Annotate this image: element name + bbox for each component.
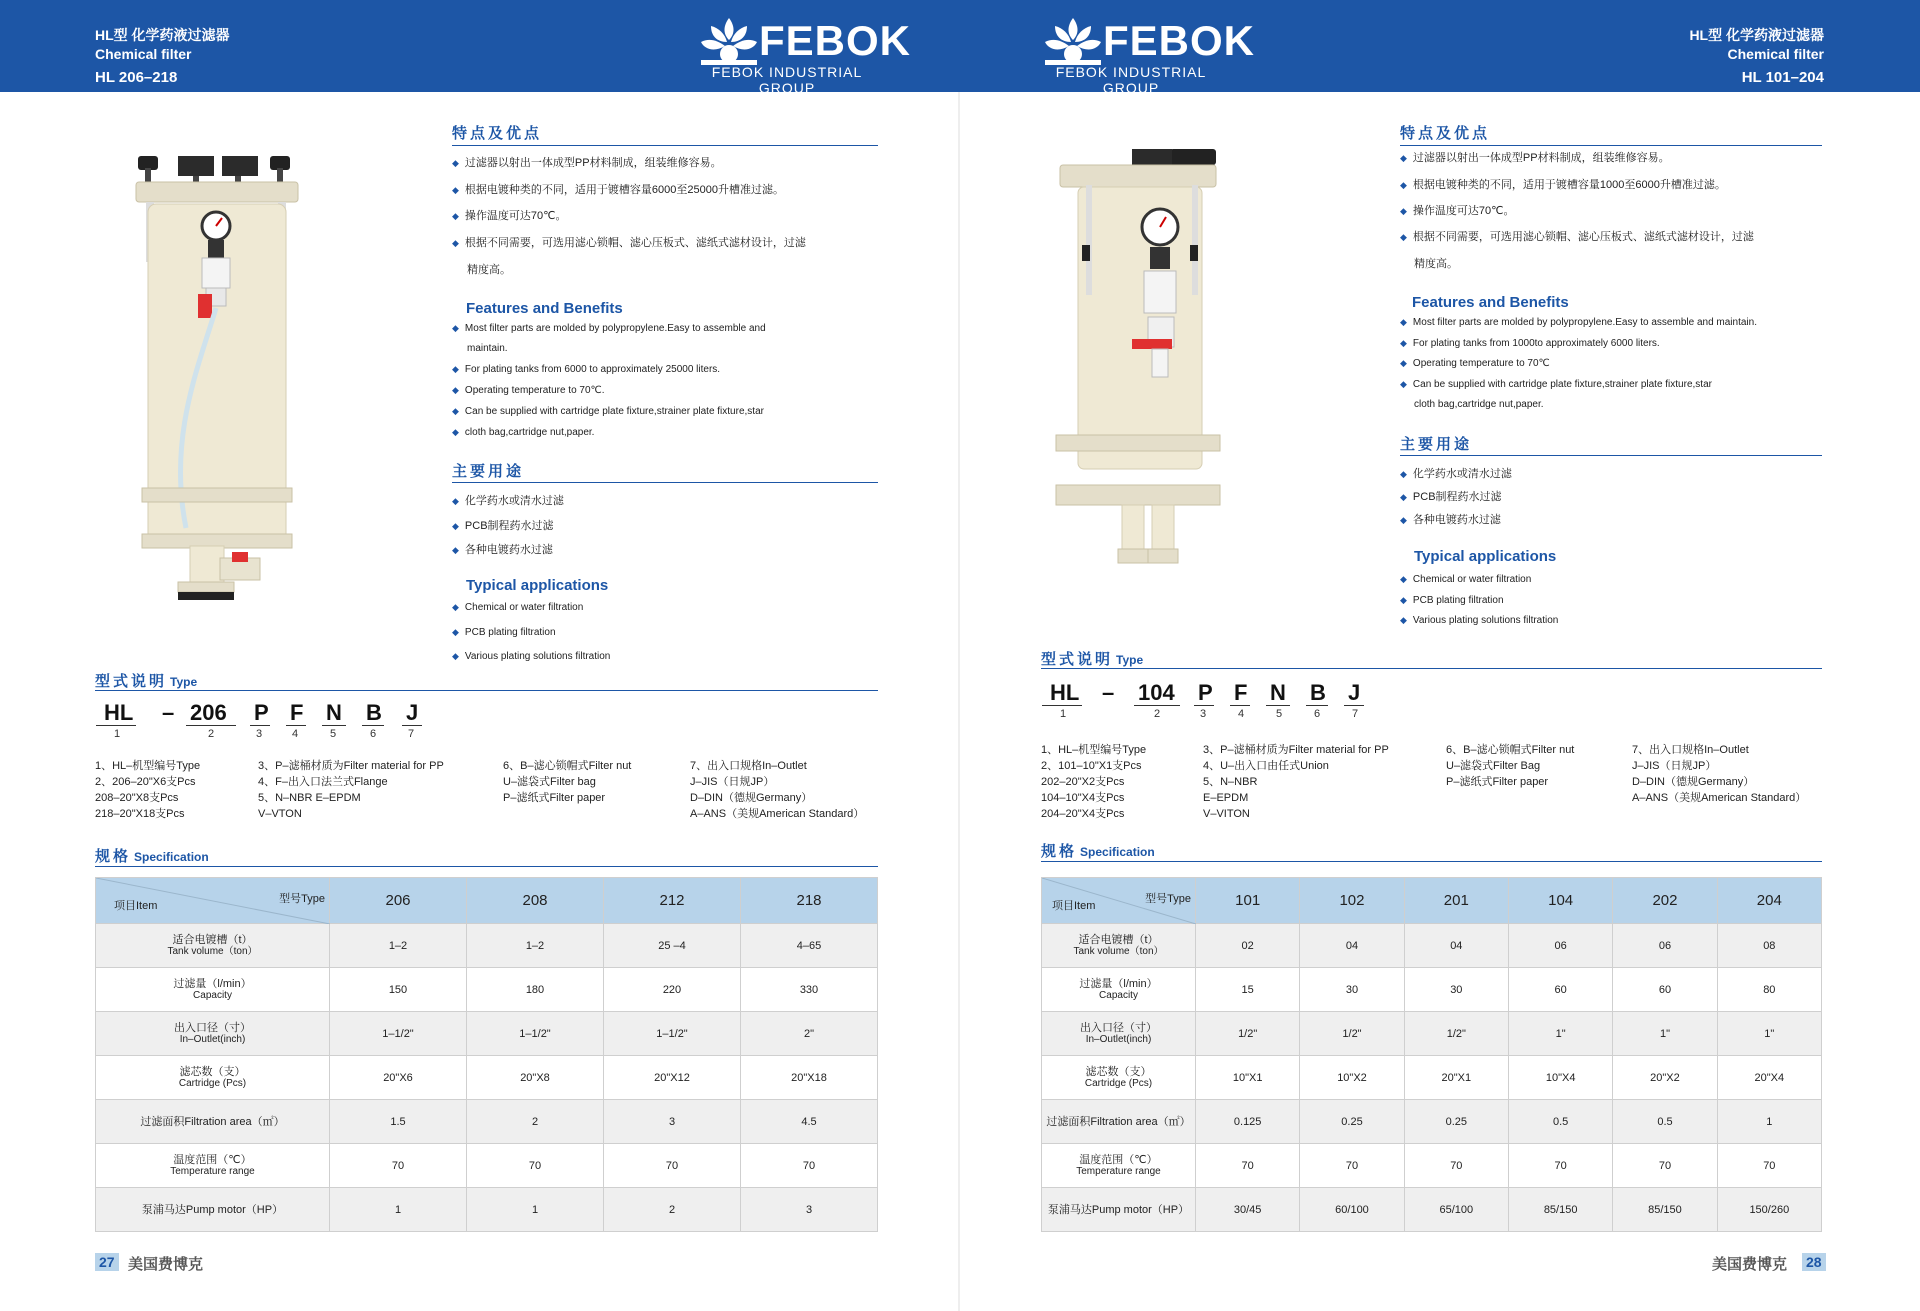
table-cell: 1/2": [1196, 1012, 1300, 1056]
footer-brand-left: 美国费博克: [128, 1256, 204, 1273]
type-code-seg-5: N: [1270, 680, 1286, 705]
left-feature-cn-3: ◆ 操作温度可达70℃。: [452, 210, 567, 222]
table-cell: 1": [1508, 1012, 1612, 1056]
right-spec-table: [1041, 877, 1822, 1232]
type-code-seg-4: F: [290, 700, 304, 725]
left-feature-cn-4: ◆ 根据不同需要，可选用滤心锁帽、滤心压板式、滤纸式滤材设计，过滤: [452, 237, 806, 249]
table-cell: 06: [1508, 924, 1612, 968]
header-right-title-cn: HL型 化学药液过滤器: [1689, 27, 1824, 43]
row-label-cn: 过滤面积Filtration area（㎡）: [1046, 1115, 1191, 1128]
table-cell: 1–2: [467, 924, 604, 968]
row-label: [1042, 1188, 1196, 1232]
type-code-seg-7: J: [406, 700, 419, 725]
row-label-en: Temperature range: [170, 1165, 255, 1177]
table-cell: 85/150: [1508, 1188, 1612, 1232]
table-cell: 10"X4: [1508, 1056, 1612, 1100]
table-cell: 70: [1404, 1144, 1508, 1188]
table-row: [96, 1144, 878, 1188]
type-num: 2: [208, 728, 215, 740]
right-legend-col-2: 3、P–滤桶材质为Filter material for PP 4、U–出入口由任式Union 5、N–NBR E–EPDM V–VITON: [1203, 744, 1389, 820]
table-cell: 0.5: [1613, 1100, 1717, 1144]
table-cell: 04: [1300, 924, 1404, 968]
page-number-left: 27: [95, 1253, 119, 1271]
row-label: [96, 968, 330, 1012]
right-legend-col-1: 1、HL–机型编号Type 2、101–10"X1支Pcs 202–20"X2支Pcs 104–10"X4支Pcs 204–20"X4支Pcs: [1041, 744, 1147, 820]
table-cell: 4–65: [741, 924, 878, 968]
left-app-en-1: ◆ Chemical or water filtration: [452, 602, 584, 613]
table-row: [1042, 1012, 1822, 1056]
brand-sub-right: FEBOK INDUSTRIAL GROUP: [1055, 64, 1207, 96]
row-label-cn: 出入口径（寸）: [174, 1021, 251, 1034]
row-label-cn: 温度范围（℃）: [1079, 1153, 1158, 1166]
row-label: [1042, 1056, 1196, 1100]
table-cell: 2: [467, 1100, 604, 1144]
table-cell: 70: [1613, 1144, 1717, 1188]
right-apps-rule: [1400, 455, 1822, 456]
table-cell: 60: [1613, 968, 1717, 1012]
filter-product-image-left: [128, 148, 308, 608]
right-feature-en-1: ◆ Most filter parts are molded by polypropylene.Easy to assemble and maintain.: [1400, 317, 1757, 328]
table-cell: 70: [1196, 1144, 1300, 1188]
table-cell: 1–2: [330, 924, 467, 968]
type-code-seg-3: P: [254, 700, 269, 725]
table-cell: 1–1/2": [604, 1012, 741, 1056]
type-underline: [1134, 705, 1180, 706]
filter-product-image-right: [1052, 145, 1222, 575]
table-cell: 1.5: [330, 1100, 467, 1144]
row-label: [1042, 1144, 1196, 1188]
right-features-title-en: Features and Benefits: [1412, 294, 1569, 311]
left-feature-en-6: ◆ cloth bag,cartridge nut,paper.: [452, 427, 595, 438]
type-underline: [1266, 705, 1290, 706]
right-app-en-3: ◆ Various plating solutions filtration: [1400, 615, 1559, 626]
table-cell: 70: [1717, 1144, 1821, 1188]
table-cell: 10"X1: [1196, 1056, 1300, 1100]
type-underline: [186, 725, 236, 726]
type-code-dash: –: [1102, 680, 1115, 705]
brand-name-left: FEBOK: [759, 17, 911, 64]
table-cell: 0.5: [1508, 1100, 1612, 1144]
type-underline: [1194, 705, 1214, 706]
row-label-cn: 适合电镀槽（t）: [172, 933, 253, 946]
table-cell: 180: [467, 968, 604, 1012]
type-code-seg-7: J: [1348, 680, 1361, 705]
table-cell: 3: [604, 1100, 741, 1144]
right-app-en-2: ◆ PCB plating filtration: [1400, 595, 1504, 606]
row-label-en: In–Outlet(inch): [1085, 1033, 1152, 1045]
table-row: [1042, 1056, 1822, 1100]
left-app-cn-2: ◆ PCB制程药水过滤: [452, 520, 554, 532]
table-cell: 60: [1508, 968, 1612, 1012]
left-feature-cn-1: ◆ 过滤器以射出一体成型PP材料制成，组装维修容易。: [452, 157, 722, 169]
table-cell: 330: [741, 968, 878, 1012]
type-code-seg-2: 206: [190, 700, 227, 725]
corner-item-label: 项目Item: [114, 900, 158, 912]
table-cell: 2": [741, 1012, 878, 1056]
table-cell: 0.125: [1196, 1100, 1300, 1144]
left-feature-cn-5: 精度高。: [467, 264, 511, 276]
type-code-seg-2: 104: [1138, 680, 1175, 705]
left-feature-cn-2: ◆ 根据电镀种类的不同，适用于镀槽容量6000至25000升槽准过滤。: [452, 184, 784, 196]
left-feature-en-4: ◆ Operating temperature to 70℃.: [452, 385, 605, 396]
column-header: 104: [1508, 878, 1612, 924]
right-feature-cn-3: ◆ 操作温度可达70℃。: [1400, 205, 1515, 217]
table-cell: 30: [1404, 968, 1508, 1012]
row-label-cn: 出入口径（寸）: [1080, 1021, 1157, 1034]
type-num: 5: [1276, 708, 1283, 720]
table-cell: 1: [330, 1188, 467, 1232]
page-number-right: 28: [1802, 1253, 1826, 1271]
type-underline: [250, 725, 270, 726]
right-app-cn-1: ◆ 化学药水或清水过滤: [1400, 468, 1512, 480]
table-cell: 150: [330, 968, 467, 1012]
table-cell: 20"X8: [467, 1056, 604, 1100]
row-label: [96, 1188, 330, 1232]
type-num: 7: [1352, 708, 1359, 720]
type-num: 1: [1060, 708, 1067, 720]
table-corner-cell: [1042, 878, 1196, 924]
type-num: 2: [1154, 708, 1161, 720]
table-row: [96, 1056, 878, 1100]
left-legend-col-1: 1、HL–机型编号Type 2、206–20"X6支Pcs 208–20"X8支Pcs 218–20"X18支Pcs: [95, 760, 201, 820]
header-right-model: HL 101–204: [1741, 69, 1824, 86]
row-label-en: Tank volume（ton）: [1073, 945, 1164, 957]
type-num: 4: [1238, 708, 1245, 720]
table-cell: 20"X4: [1717, 1056, 1821, 1100]
right-spec-title: 规格 Specification: [1041, 843, 1155, 860]
table-cell: 08: [1717, 924, 1821, 968]
left-spec-title: 规格 Specification: [95, 848, 209, 865]
left-feature-en-2: maintain.: [467, 343, 508, 354]
table-cell: 1/2": [1300, 1012, 1404, 1056]
table-cell: 1": [1717, 1012, 1821, 1056]
row-label-en: Cartridge (Pcs): [178, 1077, 247, 1089]
table-cell: 1–1/2": [467, 1012, 604, 1056]
table-cell: 2: [604, 1188, 741, 1232]
right-feature-cn-4: ◆ 根据不同需要，可选用滤心锁帽、滤心压板式、滤纸式滤材设计，过滤: [1400, 231, 1754, 243]
row-label: [1042, 1012, 1196, 1056]
type-underline: [1042, 705, 1082, 706]
table-cell: 70: [467, 1144, 604, 1188]
left-app-en-2: ◆ PCB plating filtration: [452, 627, 556, 638]
row-label-cn: 过滤量（l/min）: [1079, 977, 1158, 990]
right-feature-en-3: ◆ Operating temperature to 70℃: [1400, 358, 1550, 369]
right-feature-en-2: ◆ For plating tanks from 1000to approximately 6000 liters.: [1400, 338, 1660, 349]
column-header: 208: [467, 878, 604, 924]
column-header: 204: [1717, 878, 1821, 924]
left-legend-col-4: 7、出入口规格In–Outlet J–JIS（日规JP） D–DIN（德规Germany） A–ANS（美规American Standard）: [690, 760, 865, 820]
table-cell: 0.25: [1300, 1100, 1404, 1144]
row-label-cn: 滤芯数（支）: [179, 1065, 246, 1078]
header-left-model: HL 206–218: [95, 69, 178, 86]
brand-name-right: FEBOK: [1103, 17, 1255, 64]
febok-flower-icon: [1041, 16, 1105, 66]
right-app-cn-2: ◆ PCB制程药水过滤: [1400, 491, 1502, 503]
table-cell: 30: [1300, 968, 1404, 1012]
right-legend-col-3: 6、B–滤心锁帽式Filter nut U–滤袋式Filter Bag P–滤纸式Filter paper: [1446, 744, 1575, 788]
left-type-rule: [95, 690, 878, 691]
left-legend-col-2: 3、P–滤桶材质为Filter material for PP 4、F–出入口法兰式Flange 5、N–NBR E–EPDM V–VTON: [258, 760, 444, 820]
table-cell: 20"X1: [1404, 1056, 1508, 1100]
table-cell: 70: [1508, 1144, 1612, 1188]
row-label: [96, 1100, 330, 1144]
column-header: 101: [1196, 878, 1300, 924]
type-num: 6: [1314, 708, 1321, 720]
type-code-seg-1: HL: [104, 700, 134, 725]
table-cell: 15: [1196, 968, 1300, 1012]
left-app-en-3: ◆ Various plating solutions filtration: [452, 651, 611, 662]
right-feature-cn-5: 精度高。: [1414, 258, 1458, 270]
right-type-rule: [1041, 668, 1822, 669]
type-num: 3: [1200, 708, 1207, 720]
corner-type-label: 型号Type: [279, 893, 325, 905]
table-cell: 60/100: [1300, 1188, 1404, 1232]
table-cell: 70: [604, 1144, 741, 1188]
row-label: [1042, 1100, 1196, 1144]
table-row: [1042, 1188, 1822, 1232]
table-cell: 30/45: [1196, 1188, 1300, 1232]
row-label-cn: 温度范围（℃）: [173, 1153, 252, 1166]
type-num: 4: [292, 728, 299, 740]
table-cell: 1/2": [1404, 1012, 1508, 1056]
table-cell: 20"X12: [604, 1056, 741, 1100]
column-header: 212: [604, 878, 741, 924]
right-spec-rule: [1041, 861, 1822, 862]
left-spec-rule: [95, 866, 878, 867]
febok-flower-icon: [697, 16, 761, 66]
table-cell: 70: [1300, 1144, 1404, 1188]
table-cell: 70: [330, 1144, 467, 1188]
footer-brand-right: 美国费博克: [1712, 1256, 1788, 1273]
table-row: [96, 968, 878, 1012]
table-row: [96, 924, 878, 968]
table-cell: 1: [1717, 1100, 1821, 1144]
header-left-title: [95, 26, 230, 87]
right-feature-en-5: cloth bag,cartridge nut,paper.: [1414, 399, 1544, 410]
type-code-seg-6: B: [366, 700, 382, 725]
type-num: 1: [114, 728, 121, 740]
table-cell: 20"X2: [1613, 1056, 1717, 1100]
left-features-rule: [452, 145, 878, 146]
right-legend-col-4: 7、出入口规格In–Outlet J–JIS（日规JP） D–DIN（德规Germany） A–ANS（美规American Standard）: [1632, 744, 1807, 804]
row-label: [96, 1144, 330, 1188]
right-apps-title-en: Typical applications: [1414, 548, 1557, 565]
header-left-title-cn: HL型 化学药液过滤器: [95, 27, 230, 43]
type-code-seg-1: HL: [1050, 680, 1080, 705]
table-cell: 0.25: [1404, 1100, 1508, 1144]
row-label-cn: 滤芯数（支）: [1085, 1065, 1152, 1078]
table-cell: 02: [1196, 924, 1300, 968]
column-header: 202: [1613, 878, 1717, 924]
column-header: 201: [1404, 878, 1508, 924]
table-cell: 06: [1613, 924, 1717, 968]
type-underline: [286, 725, 306, 726]
header-right-title-en: Chemical filter: [1727, 46, 1824, 62]
type-underline: [1306, 705, 1328, 706]
type-underline: [362, 725, 384, 726]
page-spine-divider: [958, 92, 960, 1311]
type-num: 6: [370, 728, 377, 740]
table-cell: 4.5: [741, 1100, 878, 1144]
table-cell: 20"X6: [330, 1056, 467, 1100]
left-apps-title-cn: 主要用途: [452, 463, 525, 480]
left-apps-title-en: Typical applications: [466, 577, 609, 594]
table-cell: 25 –4: [604, 924, 741, 968]
type-num: 7: [408, 728, 415, 740]
table-row: [96, 1100, 878, 1144]
row-label: [96, 924, 330, 968]
right-feature-en-4: ◆ Can be supplied with cartridge plate fixture,strainer plate fixture,star: [1400, 379, 1712, 390]
type-num: 5: [330, 728, 337, 740]
type-underline: [1230, 705, 1250, 706]
table-cell: 3: [741, 1188, 878, 1232]
type-code-seg-4: F: [1234, 680, 1248, 705]
type-underline: [402, 725, 422, 726]
header-bar: [0, 0, 1920, 96]
type-code-seg-5: N: [326, 700, 342, 725]
column-header: 206: [330, 878, 467, 924]
row-label: [96, 1012, 330, 1056]
table-cell: 1: [467, 1188, 604, 1232]
table-cell: 220: [604, 968, 741, 1012]
table-cell: 80: [1717, 968, 1821, 1012]
row-label-en: Tank volume（ton）: [167, 945, 258, 957]
febok-logo-right: [1041, 14, 1255, 96]
left-apps-rule: [452, 482, 878, 483]
table-cell: 20"X18: [741, 1056, 878, 1100]
corner-item-label: 项目Item: [1052, 900, 1096, 912]
febok-logo-left: [697, 14, 911, 96]
header-right-title: [1689, 26, 1824, 87]
left-feature-en-3: ◆ For plating tanks from 6000 to approximately 25000 liters.: [452, 364, 721, 375]
left-features-title-en: Features and Benefits: [466, 300, 623, 317]
table-cell: 1–1/2": [330, 1012, 467, 1056]
left-app-cn-1: ◆ 化学药水或清水过滤: [452, 495, 564, 507]
row-label-cn: 泵浦马达Pump motor（HP）: [141, 1203, 284, 1216]
right-app-en-1: ◆ Chemical or water filtration: [1400, 574, 1532, 585]
type-underline: [96, 725, 136, 726]
right-app-cn-3: ◆ 各种电镀药水过滤: [1400, 514, 1501, 526]
right-feature-cn-1: ◆ 过滤器以射出一体成型PP材料制成，组装维修容易。: [1400, 152, 1670, 164]
row-label: [1042, 924, 1196, 968]
row-label-cn: 过滤量（l/min）: [173, 977, 252, 990]
type-underline: [322, 725, 346, 726]
type-code-dash: –: [162, 700, 175, 725]
column-header: 102: [1300, 878, 1404, 924]
right-type-title: 型式说明 Type: [1041, 651, 1144, 668]
table-row: [1042, 1144, 1822, 1188]
left-app-cn-3: ◆ 各种电镀药水过滤: [452, 544, 553, 556]
row-label-cn: 适合电镀槽（t）: [1078, 933, 1159, 946]
table-cell: 65/100: [1404, 1188, 1508, 1232]
left-features-title-cn: 特点及优点: [452, 125, 543, 142]
row-label-cn: 过滤面积Filtration area（㎡）: [140, 1115, 285, 1128]
row-label-en: Capacity: [1099, 989, 1138, 1001]
table-cell: 70: [741, 1144, 878, 1188]
table-cell: 85/150: [1613, 1188, 1717, 1232]
header-left-title-en: Chemical filter: [95, 46, 192, 62]
row-label-en: In–Outlet(inch): [179, 1033, 246, 1045]
left-feature-en-1: ◆ Most filter parts are molded by polypropylene.Easy to assemble and: [452, 323, 766, 334]
row-label: [1042, 968, 1196, 1012]
left-feature-en-5: ◆ Can be supplied with cartridge plate fixture,strainer plate fixture,star: [452, 406, 764, 417]
right-features-title-cn: 特点及优点: [1400, 125, 1491, 142]
column-header: 218: [741, 878, 878, 924]
right-apps-title-cn: 主要用途: [1400, 436, 1473, 453]
type-code-seg-3: P: [1198, 680, 1213, 705]
table-row: [1042, 924, 1822, 968]
right-features-rule: [1400, 145, 1822, 146]
row-label-cn: 泵浦马达Pump motor（HP）: [1047, 1203, 1190, 1216]
row-label: [96, 1056, 330, 1100]
brand-sub-left: FEBOK INDUSTRIAL GROUP: [711, 64, 863, 96]
right-feature-cn-2: ◆ 根据电镀种类的不同，适用于镀槽容量1000至6000升槽准过滤。: [1400, 179, 1726, 191]
row-label-en: Capacity: [193, 989, 232, 1001]
row-label-en: Temperature range: [1076, 1165, 1161, 1177]
corner-type-label: 型号Type: [1145, 893, 1191, 905]
table-row: [96, 1012, 878, 1056]
left-type-title: 型式说明 Type: [95, 673, 198, 690]
table-row: [1042, 968, 1822, 1012]
table-cell: 04: [1404, 924, 1508, 968]
type-underline: [1344, 705, 1364, 706]
table-cell: 10"X2: [1300, 1056, 1404, 1100]
table-cell: 150/260: [1717, 1188, 1821, 1232]
table-row: [96, 1188, 878, 1232]
type-num: 3: [256, 728, 263, 740]
left-spec-table: [95, 877, 878, 1232]
left-legend-col-3: 6、B–滤心锁帽式Filter nut U–滤袋式Filter bag P–滤纸式Filter paper: [503, 760, 632, 804]
row-label-en: Cartridge (Pcs): [1084, 1077, 1153, 1089]
table-row: [1042, 1100, 1822, 1144]
type-code-seg-6: B: [1310, 680, 1326, 705]
table-corner-cell: [96, 878, 330, 924]
table-cell: 1": [1613, 1012, 1717, 1056]
